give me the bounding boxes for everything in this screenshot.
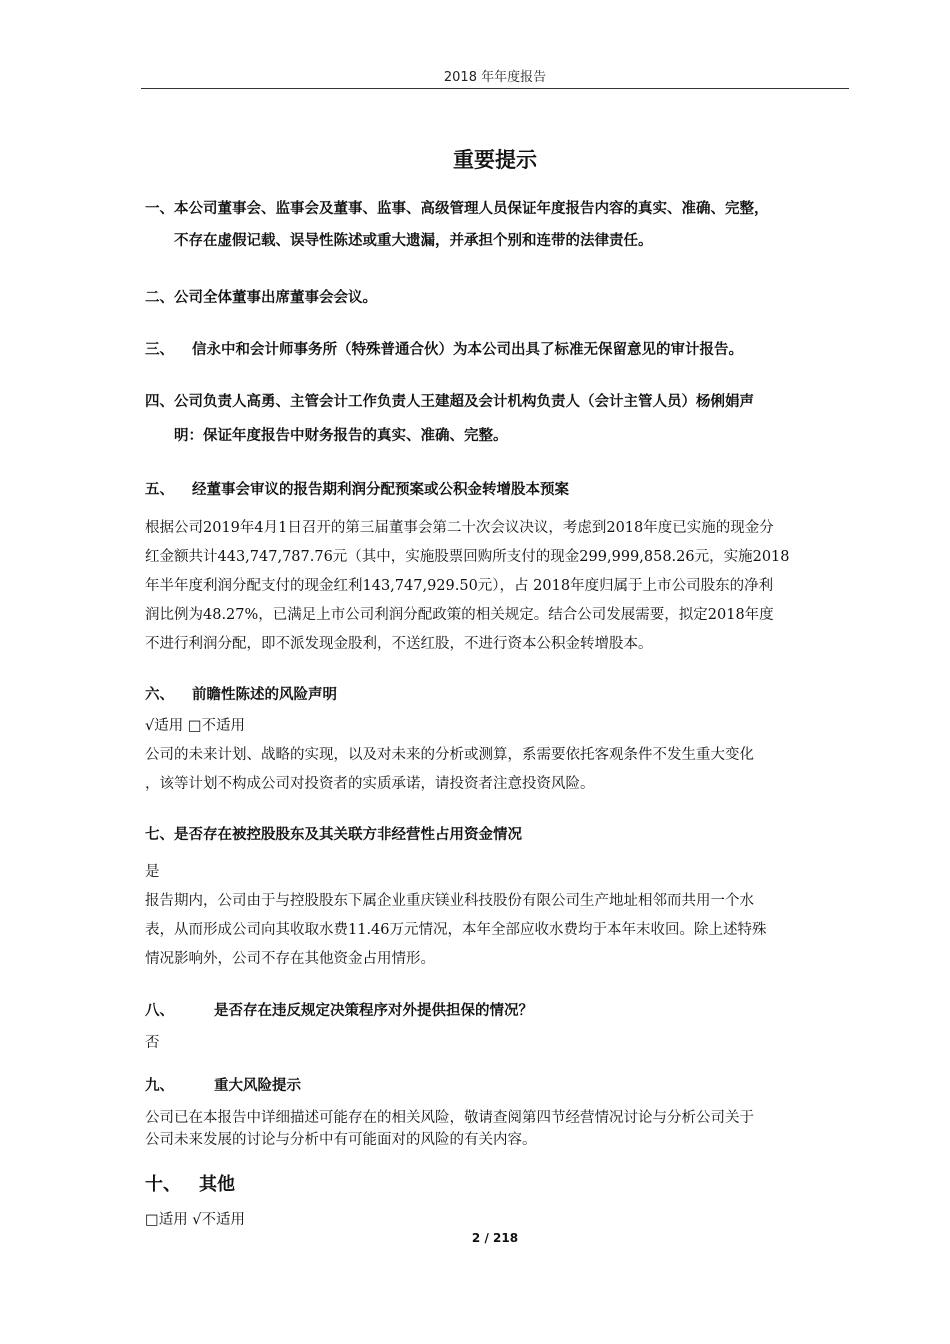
section-8-heading xyxy=(145,999,853,1020)
section-3-text: 信永中和会计师事务所（特殊普通合伙）为本公司出具了标准无保留意见的审计报告。 xyxy=(192,342,743,358)
section-9-paragraph-line: 公司已在本报告中详细描述可能存在的相关风险，敬请查阅第四节经营情况讨论与分析公司关于 xyxy=(145,1110,754,1126)
section-9-paragraph-line: 公司未来发展的讨论与分析中有可能面对的风险的有关内容。 xyxy=(145,1132,537,1148)
page-title: 重要提示 xyxy=(453,148,537,172)
section-10-heading xyxy=(145,1170,853,1196)
section-8-title: 是否存在违反规定决策程序对外提供担保的情况？ xyxy=(214,1003,533,1019)
section-10-title: 其他 xyxy=(199,1174,235,1195)
page-number: 2 / 218 xyxy=(471,1231,519,1245)
section-5-title: 经董事会审议的报告期利润分配预案或公积金转增股本预案 xyxy=(192,482,569,498)
section-5-paragraph-line: 年半年度利润分配支付的现金红利143,747,929.50元），占 2018年度归属于上市公司股东的净利 xyxy=(145,578,774,594)
section-5-paragraph-line: 润比例为48.27%，已满足上市公司利润分配政策的相关规定。结合公司发展需要，拟定2018年度 xyxy=(145,607,774,623)
section-1-line-1: 一、本公司董事会、监事会及董事、监事、高级管理人员保证年度报告内容的真实、准确、完整， xyxy=(145,201,769,217)
section-6-title: 前瞻性陈述的风险声明 xyxy=(192,687,337,703)
section-6-number: 六、 xyxy=(145,687,174,703)
section-9-heading xyxy=(145,1074,853,1095)
section-6-paragraph-line: ，该等计划不构成公司对投资者的实质承诺，请投资者注意投资风险。 xyxy=(145,776,595,792)
section-7-answer: 是 xyxy=(145,864,160,880)
section-7-paragraph-line: 情况影响外，公司不存在其他资金占用情形。 xyxy=(145,951,435,967)
section-10-number: 十、 xyxy=(145,1174,181,1195)
section-9-title: 重大风险提示 xyxy=(214,1078,301,1094)
section-6-heading xyxy=(145,683,853,704)
section-3 xyxy=(145,338,853,359)
section-5-number: 五、 xyxy=(145,482,174,498)
section-7-paragraph-line: 报告期内，公司由于与控股股东下属企业重庆镁业科技股份有限公司生产地址相邻而共用一个水 xyxy=(145,893,754,909)
section-4-line-1: 四、公司负责人高勇、主管会计工作负责人王建超及会计机构负责人（会计主管人员）杨俐娟声 xyxy=(145,394,754,410)
page-header: 2018 年年度报告 xyxy=(443,70,547,85)
section-6-applicable-options: √适用 □不适用 xyxy=(145,718,246,734)
section-5-paragraph-line: 不进行利润分配，即不派发现金股利，不送红股，不进行资本公积金转增股本。 xyxy=(145,636,653,652)
section-8-answer: 否 xyxy=(145,1035,160,1051)
section-5-paragraph-line: 红金额共计443,747,787.76元（其中，实施股票回购所支付的现金299,999,858.26元，实施2018 xyxy=(145,549,790,565)
section-8-number: 八、 xyxy=(145,1003,174,1019)
section-7-paragraph-line: 表，从而形成公司向其收取水费11.46万元情况，本年全部应收水费均于本年末收回。除上述特殊 xyxy=(145,922,767,938)
section-10-applicable-options: □适用 √不适用 xyxy=(145,1212,246,1228)
section-3-number: 三、 xyxy=(145,342,174,358)
section-5-heading xyxy=(145,478,853,499)
section-5-paragraph-line: 根据公司2019年4月1日召开的第三届董事会第二十次会议决议，考虑到2018年度已实施的现金分 xyxy=(145,520,774,536)
section-6-paragraph-line: 公司的未来计划、战略的实现，以及对未来的分析或测算，系需要依托客观条件不发生重大变化 xyxy=(145,747,754,763)
section-9-number: 九、 xyxy=(145,1078,174,1094)
header-divider xyxy=(141,88,849,89)
section-2: 二、公司全体董事出席董事会会议。 xyxy=(145,290,377,306)
section-1-line-2: 不存在虚假记载、误导性陈述或重大遗漏，并承担个别和连带的法律责任。 xyxy=(174,233,653,249)
section-4-line-2: 明：保证年度报告中财务报告的真实、准确、完整。 xyxy=(174,428,508,444)
section-7-heading: 七、是否存在被控股股东及其关联方非经营性占用资金情况 xyxy=(145,827,522,843)
